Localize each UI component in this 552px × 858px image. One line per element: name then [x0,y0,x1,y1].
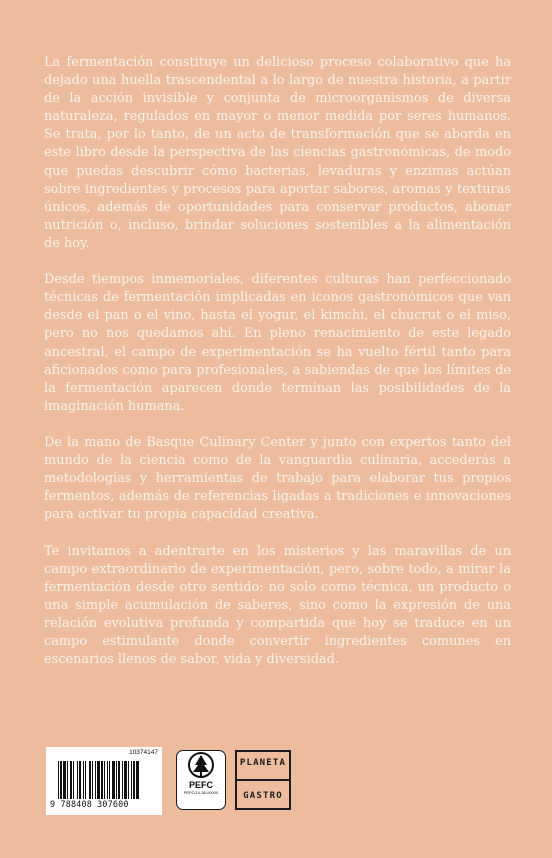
barcode-bar [116,761,117,799]
pefc-code: PEFC/14-38-00000 [183,790,219,795]
barcode-bar [122,761,123,799]
barcode-bar [95,761,96,799]
barcode-bar [131,761,132,799]
barcode-bar [109,761,110,799]
back-cover-text [44,54,511,687]
barcode-bar [79,761,81,799]
barcode-bar [124,761,127,799]
barcode-bar [104,761,105,799]
publisher-name-line1: PLANETA [239,758,287,768]
isbn-digits: 9 788408 307600 [50,799,129,809]
bottom-logos [46,747,291,815]
barcode-bar [85,761,86,799]
barcode-bar [67,761,68,799]
barcode-bar [128,761,129,799]
isbn-barcode [46,747,162,815]
barcode-bar [58,761,59,799]
paragraph-4: Te invitamos a adentrarte en los misterios y las maravillas de un campo extraordinario de experimentación, pero, sobre todo, a mirar la fermentación desde otro sentido: no solo como técnica, un producto o una simple acumulación de saberes, sino como la expresión de una relación evolutiva profunda y compartida que hoy se traduce en un campo estimulante donde convertir ingredientes comunes en escenarios llenos de sabor, vida y diversidad. [44,543,511,668]
pefc-certification [176,750,226,810]
barcode-bar [112,761,115,799]
publisher-logo [235,750,291,810]
publisher-divider [237,779,289,781]
barcode-bars [58,761,154,799]
barcode-bar [92,761,93,799]
barcode-bar [73,761,74,799]
barcode-bar [133,761,135,799]
barcode-bar [107,761,108,799]
paragraph-1: La fermentación constituye un delicioso proceso colaborativo que ha dejado una huella trascendental a lo largo de nuestra historia, a partir de la acción invisible y conjunta de microorganismos de diversa naturaleza, regulados en mayor o menor medida por seres humanos. Se trata, por lo tanto, de un acto de transformación que se aborda en este libro desde la perspectiva de las ciencias gastronómicas, de modo que puedas descubrir cómo bacterias, levaduras y enzimas actúan sobre ingredientes y procesos para aportar sabores, aromas y texturas únicos, además de oportunidades para conservar productos, abonar nutrición o, incluso, brindar soluciones sostenibles a la alimentación de hoy. [44,55,511,251]
barcode-bar [77,761,78,799]
paragraph-3: De la mano de Basque Culinary Center y junto con expertos tanto del mundo de la ciencia como de la vanguardia culinaria, accederás a metodologías y herramientas de trabajo para elaborar tus propios fermentos, además de referencias ligadas a tradiciones e innovaciones para activar tu propia capacidad creativa. [44,434,511,523]
publisher-name-line2: GASTRO [243,791,283,801]
barcode-bar [101,761,103,799]
barcode-bar [118,761,120,799]
barcode-bar [60,761,62,799]
paragraph-2: Desde tiempos inmemoriales, diferentes culturas han perfeccionado técnicas de fermentación implicadas en iconos gastronómicos que van desde el pan o el vino, hasta el yogur, el kimchi, el chucrut o el miso, pero no nos quedamos ahí. En pleno renacimiento de este legado ancestral, el campo de experimentación se ha vuelto fértil tanto para aficionados como para profesionales, a sabiendas de que los límites de la fermentación aparecen donde terminan las posibilidades de la imaginación humana. [44,272,511,414]
barcode-bar [63,761,66,799]
pefc-label: PEFC [188,780,213,790]
pefc-tree-icon [186,751,216,779]
barcode-bar [97,761,100,799]
barcode-bar [136,761,139,799]
product-code: 10374147 [129,749,158,756]
barcode-bar [70,761,72,799]
barcode-bar [89,761,91,799]
barcode-bar [83,761,84,799]
